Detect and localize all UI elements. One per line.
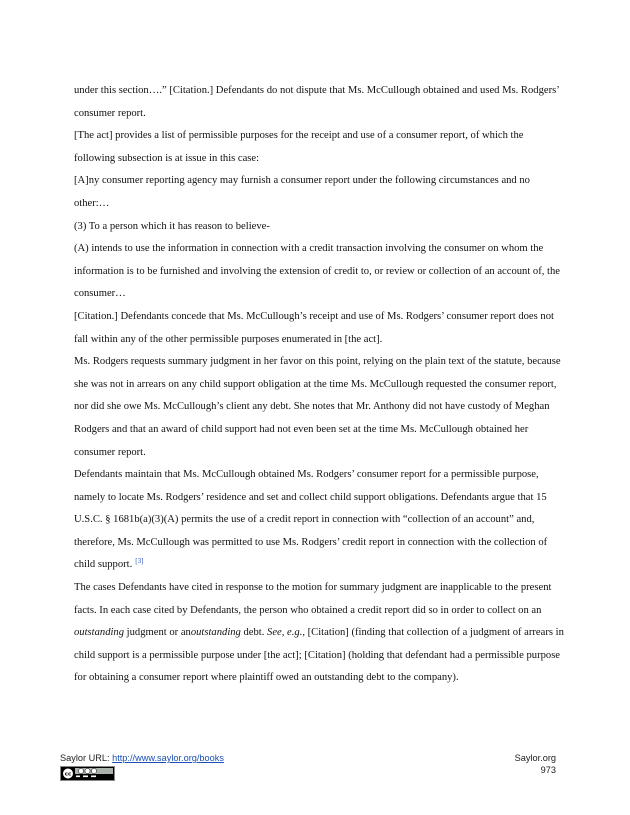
paragraph: [The act] provides a list of permissible purposes for the receipt and use of a consumer report, of which the following subsection is at issue in this case: <box>74 130 524 164</box>
footer-site: Saylor.org <box>514 753 556 763</box>
footer-url-label: Saylor URL: <box>60 753 113 763</box>
text-run: , [Citation] (finding that collection of a judgment of arrears in child support is a permissible purpose under [the act]; [Citation] (holding that defendant had a permissible purpose for obtaining a consumer report where plaintiff owed an outstanding debt to the company). <box>74 627 564 684</box>
text-run: debt. <box>240 627 268 639</box>
paragraph-with-footnote <box>74 464 566 577</box>
emphasis: See, e.g. <box>267 627 303 639</box>
footer-source <box>60 752 224 764</box>
saylor-books-link[interactable]: http://www.saylor.org/books <box>112 753 224 763</box>
text-run: judgment or an <box>124 627 191 639</box>
emphasis: outstanding <box>190 627 241 639</box>
final-paragraph <box>74 577 566 690</box>
cc-by-nc-sa-badge-icon[interactable] <box>60 766 115 781</box>
paragraph: under this section….” [Citation.] Defendants do not dispute that Ms. McCullough obtained and used Ms. Rodgers’ consumer report. <box>74 85 559 119</box>
text-run: The cases Defendants have cited in response to the motion for summary judgment are inapplicable to the present facts. In each case cited by Defendants, the person who obtained a credit report did so in order to collect on an <box>74 582 552 616</box>
footnote-link[interactable]: [3] <box>135 556 144 565</box>
paragraph: Ms. Rodgers requests summary judgment in her favor on this point, relying on the plain text of the statute, because she was not in arrears on any child support obligation at the time Ms. McCullough requested the consumer report, nor did she owe Ms. McCullough’s client any debt. She notes that Mr. Anthony did not have custody of Meghan Rodgers and that an award of child support had not even been set at the time Ms. McCullough obtained her consumer report. <box>74 356 561 458</box>
paragraph: [Citation.] Defendants concede that Ms. McCullough’s receipt and use of Ms. Rodgers’ consumer report does not fall within any of the other permissible purposes enumerated in [the act]. <box>74 310 554 345</box>
paragraph: (3) To a person which it has reason to believe- <box>74 220 270 232</box>
paragraph: (A) intends to use the information in connection with a credit transaction involving the consumer on whom the information is to be furnished and involving the extension of credit to, or review or collection of an account of, the consumer… <box>74 243 560 300</box>
footer-page-info <box>515 752 556 776</box>
paragraph-text: Defendants maintain that Ms. McCullough obtained Ms. Rodgers’ consumer report for a permissible purpose, namely to locate Ms. Rodgers’ residence and set and collect child support obligations. Defendants argue that 15 U.S.C. § 1681b(a)(3)(A) permits the use of a credit report in connection with “collection of an account” and, therefore, Ms. McCullough was permitted to use Ms. Rodgers’ credit report in connection with the collection of child support. <box>74 469 548 571</box>
page-number: 973 <box>540 765 556 775</box>
page-body <box>74 80 566 690</box>
svg-text:cc: cc <box>64 771 72 778</box>
paragraph: [A]ny consumer reporting agency may furnish a consumer report under the following circumstances and no other:… <box>74 175 530 209</box>
emphasis: outstanding <box>74 627 125 639</box>
